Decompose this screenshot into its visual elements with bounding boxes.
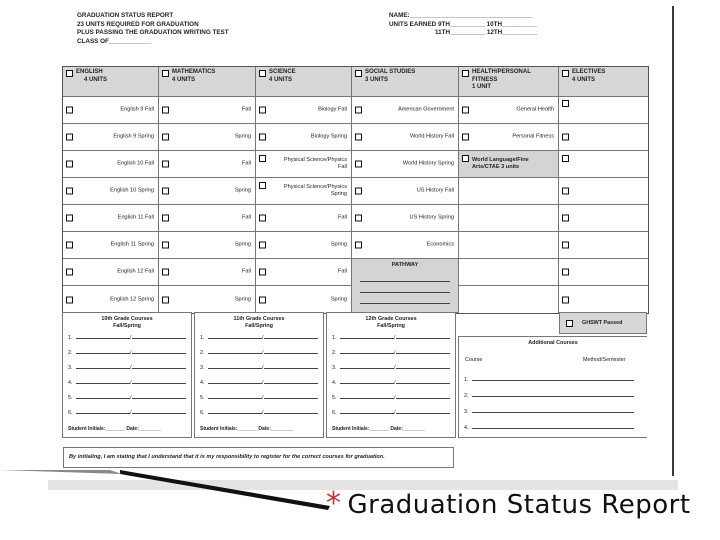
checkbox[interactable] <box>562 269 569 276</box>
grade-box-11th: 11th Grade Courses Fall/Spring 1. / 2. / 3. / 4. / 5. / 6. / Student Initials:_______ Date:________ <box>194 312 324 438</box>
checkbox[interactable] <box>162 70 169 77</box>
grade-row[interactable]: 5. / <box>68 393 187 401</box>
checkbox[interactable] <box>66 296 73 303</box>
checkbox[interactable] <box>162 242 169 249</box>
pathway-box <box>352 259 459 313</box>
elective-cell <box>559 97 648 124</box>
header-line-4: CLASS OF____________ <box>77 37 151 45</box>
course-cell: American Government <box>352 97 459 124</box>
grade-row[interactable]: 2. / <box>332 348 451 356</box>
checkbox[interactable] <box>355 107 362 114</box>
checkbox[interactable] <box>259 296 266 303</box>
elective-cell <box>559 205 648 232</box>
course-cell: Spring <box>256 286 352 313</box>
world-language-cell: World Language/Fine Arts/CTAE 3 units <box>459 151 559 178</box>
grade-row[interactable]: 3. / <box>68 363 187 371</box>
checkbox[interactable] <box>66 242 73 249</box>
course-cell: Spring <box>159 232 256 259</box>
checkbox[interactable] <box>259 269 266 276</box>
grade-row[interactable]: 5. / <box>200 393 319 401</box>
course-cell: English 11 Fall <box>63 205 159 232</box>
checkbox[interactable] <box>66 269 73 276</box>
checkbox[interactable] <box>355 215 362 222</box>
student-initials-field[interactable]: Student Initials:_______ Date:________ <box>332 426 426 432</box>
units-earned-line-1[interactable]: UNITS EARNED 9TH__________ 10TH__________ <box>389 20 538 28</box>
course-cell: English 10 Fall <box>63 151 159 178</box>
checkbox[interactable] <box>66 188 73 195</box>
course-cell: Spring <box>159 286 256 313</box>
header-line-2: 23 UNITS REQUIRED FOR GRADUATION <box>77 20 199 28</box>
additional-row[interactable]: 1. <box>464 375 643 383</box>
checkbox[interactable] <box>162 269 169 276</box>
checkbox[interactable] <box>355 161 362 168</box>
course-label: Course <box>465 357 483 363</box>
checkbox[interactable] <box>355 242 362 249</box>
caption-text: Graduation Status Report <box>347 490 691 520</box>
checkbox[interactable] <box>562 100 569 107</box>
course-cell: Biology Spring <box>256 124 352 151</box>
student-initials-field[interactable]: Student Initials:_______ Date:________ <box>200 426 294 432</box>
elective-cell <box>559 124 648 151</box>
grade-box-12th: 12th Grade Courses Fall/Spring 1. / 2. / 3. / 4. / 5. / 6. / Student Initials:_______ Date:________ <box>326 312 456 438</box>
course-cell: US History Fall <box>352 178 459 205</box>
pathway-line[interactable] <box>360 303 450 304</box>
grade-row[interactable]: 6. / <box>200 408 319 416</box>
additional-courses-box <box>458 336 647 438</box>
checkbox[interactable] <box>562 155 569 162</box>
course-cell: English 12 Spring <box>63 286 159 313</box>
checkbox[interactable] <box>562 188 569 195</box>
pathway-line[interactable] <box>360 281 450 282</box>
grade-row[interactable]: 6. / <box>68 408 187 416</box>
checkbox[interactable] <box>66 161 73 168</box>
checkbox[interactable] <box>566 320 573 327</box>
grade-row[interactable]: 4. / <box>68 378 187 386</box>
checkbox[interactable] <box>162 161 169 168</box>
grade-box-10th: 10th Grade Courses Fall/Spring 1. / 2. / 3. / 4. / 5. / 6. / Student Initials:_______ Date:________ <box>62 312 192 438</box>
course-cell: English 12 Fall <box>63 259 159 286</box>
course-cell: World History Fall <box>352 124 459 151</box>
additional-row[interactable]: 4. <box>464 423 643 431</box>
course-cell: Physical Science/Physics Spring <box>256 178 352 205</box>
additional-courses-title: Additional Courses <box>528 340 578 346</box>
course-cell: Personal Fitness <box>459 124 559 151</box>
elective-cell <box>559 178 648 205</box>
course-cell: Fall <box>159 151 256 178</box>
course-cell: English 11 Spring <box>63 232 159 259</box>
pathway-label: PATHWAY <box>391 262 419 268</box>
grade-row[interactable]: 2. / <box>68 348 187 356</box>
course-cell <box>459 178 559 205</box>
checkbox[interactable] <box>562 296 569 303</box>
bullet-star: * <box>326 486 342 521</box>
course-cell: Fall <box>159 259 256 286</box>
additional-row[interactable]: 2. <box>464 391 643 399</box>
checkbox[interactable] <box>562 134 569 141</box>
right-frame-line <box>672 6 674 476</box>
student-initials-field[interactable]: Student Initials:_______ Date:________ <box>68 426 162 432</box>
checkbox[interactable] <box>355 188 362 195</box>
checkbox[interactable] <box>259 155 266 162</box>
elective-cell <box>559 259 648 286</box>
checkbox[interactable] <box>355 70 362 77</box>
checkbox[interactable] <box>259 134 266 141</box>
checkbox[interactable] <box>259 242 266 249</box>
checkbox[interactable] <box>259 70 266 77</box>
grade-row[interactable]: 2. / <box>200 348 319 356</box>
checkbox[interactable] <box>66 107 73 114</box>
checkbox[interactable] <box>259 182 266 189</box>
name-field[interactable]: NAME:___________________________________ <box>389 12 533 19</box>
student-info-header <box>389 12 537 38</box>
checkbox[interactable] <box>562 242 569 249</box>
grade-row[interactable]: 1. / <box>68 333 187 341</box>
checkbox[interactable] <box>355 134 362 141</box>
course-cell: English 9 Fall <box>63 97 159 124</box>
checkbox[interactable] <box>162 188 169 195</box>
report-header <box>77 12 229 46</box>
course-cell: Fall <box>159 97 256 124</box>
course-cell: Economics <box>352 232 459 259</box>
grade-row[interactable]: 4. / <box>332 378 451 386</box>
pathway-line[interactable] <box>360 292 450 293</box>
checkbox[interactable] <box>462 134 469 141</box>
course-cell: Physical Science/Physics Fall <box>256 151 352 178</box>
course-cell <box>459 232 559 259</box>
course-cell: Fall <box>256 205 352 232</box>
grade-row[interactable]: 3. / <box>332 363 451 371</box>
elective-cell <box>559 151 648 178</box>
checkbox[interactable] <box>66 134 73 141</box>
checkbox[interactable] <box>162 215 169 222</box>
course-cell: World History Spring <box>352 151 459 178</box>
checkbox[interactable] <box>259 215 266 222</box>
header-line-1: GRADUATION STATUS REPORT <box>77 12 174 19</box>
checkbox[interactable] <box>259 107 266 114</box>
ghswt-label: GHSWT Passed <box>582 320 623 326</box>
checkbox[interactable] <box>562 70 569 77</box>
slide-caption <box>326 486 691 521</box>
checkbox[interactable] <box>162 107 169 114</box>
column-header-science: SCIENCE 4 UNITS <box>256 67 352 97</box>
course-cell: Spring <box>159 178 256 205</box>
grade-row[interactable]: 5. / <box>332 393 451 401</box>
course-cell: Fall <box>256 259 352 286</box>
course-cell <box>459 286 559 313</box>
checkbox[interactable] <box>162 296 169 303</box>
course-cell: Biology Fall <box>256 97 352 124</box>
checkbox[interactable] <box>162 134 169 141</box>
course-cell <box>459 205 559 232</box>
column-header-english: ENGLISH 4 UNITS <box>63 67 159 97</box>
acknowledgement-statement: By initialing, I am stating that I understand that it is my responsibility to register for the correct courses for graduation. <box>63 447 454 468</box>
ghswt-box <box>559 312 647 334</box>
course-cell: General Health <box>459 97 559 124</box>
checkbox[interactable] <box>66 215 73 222</box>
method-label: Method/Semester <box>583 357 626 363</box>
elective-cell <box>559 232 648 259</box>
checkbox[interactable] <box>562 215 569 222</box>
course-cell: English 10 Spring <box>63 178 159 205</box>
additional-row[interactable]: 3. <box>464 407 643 415</box>
grade-row[interactable]: 4. / <box>200 378 319 386</box>
elective-cell <box>559 286 648 313</box>
checkbox[interactable] <box>462 155 469 162</box>
course-cell: Fall <box>159 205 256 232</box>
course-cell: Spring <box>256 232 352 259</box>
course-grid <box>62 66 649 314</box>
column-header-health: HEALTH/PERSONAL FITNESS 1 UNIT <box>459 67 559 97</box>
units-earned-line-2[interactable]: 11TH__________ 12TH__________ <box>435 29 538 37</box>
course-cell <box>459 259 559 286</box>
course-cell: US History Spring <box>352 205 459 232</box>
grade-row[interactable]: 3. / <box>200 363 319 371</box>
course-cell: English 9 Spring <box>63 124 159 151</box>
checkbox[interactable] <box>66 70 73 77</box>
grade-row[interactable]: 1. / <box>332 333 451 341</box>
column-header-math: MATHEMATICS 4 UNITS <box>159 67 256 97</box>
checkbox[interactable] <box>462 70 469 77</box>
header-line-3: PLUS PASSING THE GRADUATION WRITING TEST <box>77 29 229 37</box>
grade-row[interactable]: 6. / <box>332 408 451 416</box>
column-header-social-studies: SOCIAL STUDIES 3 UNITS <box>352 67 459 97</box>
grade-row[interactable]: 1. / <box>200 333 319 341</box>
checkbox[interactable] <box>462 107 469 114</box>
course-cell: Spring <box>159 124 256 151</box>
column-header-electives: ELECTIVES 4 UNITS <box>559 67 648 97</box>
